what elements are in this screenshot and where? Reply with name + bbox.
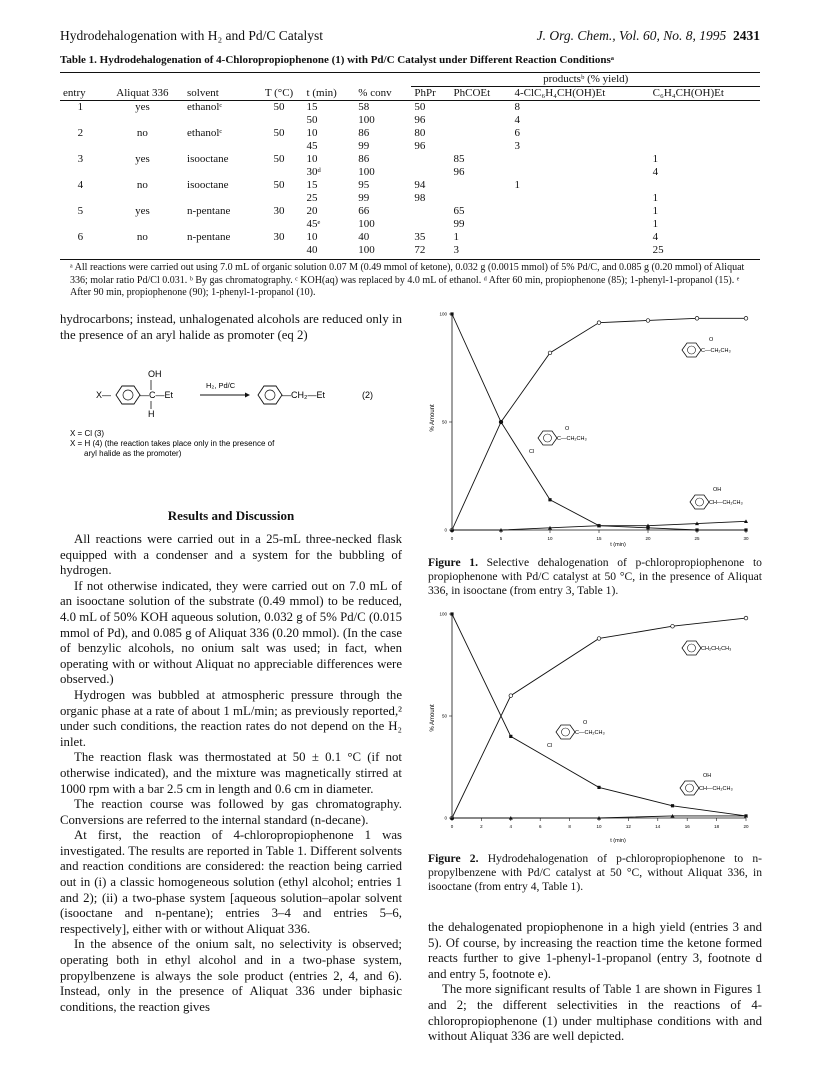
equation-number: (2) bbox=[362, 390, 373, 400]
table-cell bbox=[184, 192, 255, 205]
table-cell: 5 bbox=[77, 205, 84, 217]
table-cell: 25 bbox=[306, 192, 318, 204]
fig2-x-tick-label: 4 bbox=[509, 824, 513, 829]
paragraph-7: In the absence of the onium salt, no selectivity is observed; operating both in ethyl alcohol and in a two-phase system, propylbenzene is always the sole product (entries 2, 4, and 6). Instead, only in the presence of Aliquat 336 under biphasic conditions, the reaction gives bbox=[60, 937, 402, 1014]
eq-note-line-1: X = Cl (3) bbox=[70, 429, 105, 438]
table-body bbox=[60, 101, 760, 260]
benzene-ring-icon bbox=[680, 781, 699, 795]
column-header: PhPr bbox=[411, 87, 450, 101]
products-group-header: productsᵇ (% yield) bbox=[411, 73, 760, 87]
fig2-x-tick-label: 8 bbox=[568, 824, 571, 829]
fig2-y-tick-label: 100 bbox=[439, 611, 447, 617]
table-cell bbox=[650, 140, 760, 153]
fig2-x-tick-label: 2 bbox=[480, 824, 483, 829]
table-cell bbox=[184, 166, 255, 179]
fig2-series-1-point bbox=[597, 637, 601, 641]
table-cell: 72 bbox=[411, 244, 450, 260]
table-cell bbox=[411, 166, 450, 179]
table-cell: 86 bbox=[358, 127, 370, 139]
table-cell bbox=[650, 101, 760, 115]
table-cell bbox=[101, 140, 184, 153]
benzene-ring-icon bbox=[116, 386, 140, 404]
svg-text:C—CH₂CH₃: C—CH₂CH₃ bbox=[701, 348, 731, 354]
table-cell bbox=[184, 140, 255, 153]
table-cell: 96 bbox=[453, 166, 465, 178]
figure-1-caption: Figure 1. Selective dehalogenation of p-chloropropiophenone to propiophenone with Pd/C catalyst at 50 °C, in the presence of Aliquat 336, in isooctane (from entry 3, Table 1). bbox=[428, 556, 762, 597]
table-cell bbox=[511, 192, 649, 205]
table-footnotes: ᵃ All reactions were carried out using 7.0 mL of organic solution 0.07 M (0.49 mmol of ketone), 0.032 g (0.0015 mmol) of 5% Pd/C, and 0.085 g (0.20 mmol) of Aliquat 336; molar ratio Pd/Cl 0.031. ᵇ By gas chromatography. ᶜ KOH(aq) was replaced by 4.0 mL of ethanol. ᵈ After 60 min, propiophenone (85); 1-phenyl-1-propanol (15). ᵉ After 90 min, propiophenone (90); 1-phenyl-1-propanol (10). bbox=[70, 262, 745, 298]
fig2-y-tick-label: 50 bbox=[441, 713, 447, 719]
table-cell: 99 bbox=[453, 218, 465, 230]
table-cell bbox=[650, 114, 760, 127]
svg-text:CH—CH₂CH₃: CH—CH₂CH₃ bbox=[699, 786, 733, 792]
table-cell bbox=[451, 101, 512, 115]
eq-cet-label: —C—Et bbox=[140, 390, 174, 400]
table-cell: 1 bbox=[652, 192, 659, 204]
table-cell: isooctane bbox=[187, 179, 229, 191]
table-cell: 3 bbox=[451, 244, 512, 260]
table-cell: ethanolᶜ bbox=[187, 127, 223, 139]
table-header-row bbox=[60, 87, 760, 101]
table-row bbox=[60, 114, 760, 127]
table-cell bbox=[101, 166, 184, 179]
fig1-y-tick-label: 0 bbox=[444, 527, 447, 533]
table-row bbox=[60, 101, 760, 115]
table-cell: 4 bbox=[514, 114, 520, 126]
intro-paragraph: hydrocarbons; instead, unhalogenated alcohols are reduced only in the presence of an aryl halide as promoter (eq 2) bbox=[60, 312, 402, 342]
table-cell: 99 bbox=[358, 140, 370, 152]
table-row bbox=[60, 140, 760, 153]
results-table bbox=[60, 72, 760, 260]
fig1-series-2-line bbox=[452, 314, 746, 530]
table-cell: 50 bbox=[273, 153, 285, 165]
table-cell: 6 bbox=[77, 231, 84, 243]
table-cell: 95 bbox=[358, 179, 370, 191]
table-cell bbox=[451, 114, 512, 127]
benzene-ring-icon bbox=[690, 495, 709, 509]
table-cell: 30 bbox=[273, 231, 285, 243]
fig1-series-1-point bbox=[744, 317, 748, 321]
fig1-x-tick-label: 20 bbox=[645, 536, 651, 541]
section-heading-wrap bbox=[60, 508, 402, 524]
table-cell: 40 bbox=[304, 244, 356, 260]
table-cell bbox=[101, 114, 184, 127]
table-cell bbox=[511, 205, 649, 218]
table-cell: n-pentane bbox=[187, 205, 231, 217]
table-cell bbox=[451, 127, 512, 140]
svg-text:C—CH₂CH₃: C—CH₂CH₃ bbox=[575, 730, 605, 736]
table-cell bbox=[650, 127, 760, 140]
svg-text:OH: OH bbox=[713, 487, 722, 493]
table-cell: 96 bbox=[414, 114, 426, 126]
fig2-x-tick-label: 16 bbox=[684, 824, 690, 829]
table-row bbox=[60, 244, 760, 260]
fig2-series-1-point bbox=[744, 616, 748, 620]
table-cell: 20 bbox=[306, 205, 318, 217]
table-cell: 98 bbox=[414, 192, 426, 204]
fig1-reactant-structure bbox=[529, 426, 587, 455]
table-row bbox=[60, 192, 760, 205]
table-cell: 50 bbox=[273, 127, 285, 139]
figure-1-chart bbox=[428, 308, 762, 548]
table-cell: yes bbox=[135, 153, 150, 165]
fig1-y-tick-label: 100 bbox=[439, 311, 447, 317]
running-title: Hydrodehalogenation with H₂ and Pd/C Catalyst bbox=[60, 28, 324, 43]
table-cell: 96 bbox=[414, 140, 426, 152]
fig2-product-structure bbox=[682, 641, 731, 655]
table-cell bbox=[184, 114, 255, 127]
table-cell: 45ᵉ bbox=[306, 218, 321, 230]
benzene-ring-icon bbox=[538, 431, 557, 445]
table-cell: 2 bbox=[77, 127, 84, 139]
fig2-x-tick-label: 12 bbox=[625, 824, 631, 829]
table-cell: 50 bbox=[414, 101, 426, 113]
table-group-header-row bbox=[60, 73, 760, 87]
fig2-y-axis-label: % Amount bbox=[430, 704, 436, 732]
eq-oh-label: OH bbox=[148, 369, 162, 379]
column-header: entry bbox=[60, 87, 101, 101]
table-cell bbox=[451, 192, 512, 205]
table-cell bbox=[511, 218, 649, 231]
eq-product-label: —CH₂—Et bbox=[282, 390, 325, 400]
table-cell bbox=[255, 166, 304, 179]
table-cell: 94 bbox=[414, 179, 426, 191]
table-cell: 100 bbox=[355, 244, 411, 260]
svg-text:CH—CH₂CH₃: CH—CH₂CH₃ bbox=[709, 500, 743, 506]
table-cell bbox=[184, 244, 255, 260]
table-cell: 10 bbox=[306, 153, 318, 165]
fig2-series-2-point bbox=[450, 612, 453, 615]
table-cell: 50 bbox=[273, 101, 285, 113]
section-heading: Results and Discussion bbox=[167, 508, 295, 523]
paragraph-4: The reaction flask was thermostated at 50 ± 0.1 °C (if not otherwise indicated), and the mixture was magnetically stirred at 1000 rpm with a bar 2.5 cm in length and 0.6 cm in diameter. bbox=[60, 750, 402, 796]
fig2-x-tick-label: 20 bbox=[743, 824, 749, 829]
figure-2-caption: Figure 2. Hydrodehalogenation of p-chloropropiophenone to n-propylbenzene with Pd/C catalyst at 50 °C, without Aliquat 336, in isooctane (from entry 4, Table 1). bbox=[428, 852, 762, 893]
journal-citation: J. Org. Chem., Vol. 60, No. 8, 1995 2431 bbox=[536, 28, 760, 43]
table-cell bbox=[650, 179, 760, 192]
table-cell: 50 bbox=[306, 114, 318, 126]
table-cell bbox=[60, 166, 101, 179]
fig2-y-tick-label: 0 bbox=[444, 815, 447, 821]
table-cell bbox=[255, 244, 304, 260]
fig2-series-2-point bbox=[509, 735, 512, 738]
table-cell: 1 bbox=[453, 231, 460, 243]
table-cell: 66 bbox=[358, 205, 370, 217]
table-cell bbox=[60, 244, 101, 260]
table-row bbox=[60, 166, 760, 179]
table-cell bbox=[511, 153, 649, 166]
table-cell bbox=[255, 140, 304, 153]
fig2-x-tick-label: 0 bbox=[450, 824, 454, 829]
table-cell: no bbox=[136, 179, 148, 191]
benzene-ring-icon bbox=[682, 641, 701, 655]
eq-x-label: X— bbox=[96, 390, 112, 400]
table-cell bbox=[411, 218, 450, 231]
table-row bbox=[60, 153, 760, 166]
table-cell: 4 bbox=[652, 166, 659, 178]
column-header: C₆H₄CH(OH)Et bbox=[650, 87, 760, 101]
table-cell bbox=[101, 192, 184, 205]
table-cell: 1 bbox=[652, 218, 659, 230]
table-cell: no bbox=[136, 127, 148, 139]
paragraph-5: The reaction course was followed by gas chromatography. Conversions are referred to the internal standard (n-decane). bbox=[60, 797, 402, 827]
fig1-series-2-point bbox=[744, 528, 747, 531]
table-cell: 100 bbox=[358, 218, 375, 230]
table-cell: no bbox=[136, 231, 148, 243]
table-cell: 15 bbox=[306, 101, 318, 113]
table-cell: 40 bbox=[358, 231, 370, 243]
table-cell bbox=[184, 218, 255, 231]
fig2-x-tick-label: 14 bbox=[655, 824, 661, 829]
table-cell: 30ᵈ bbox=[306, 166, 321, 178]
table-cell: n-pentane bbox=[187, 231, 231, 243]
table-cell: 100 bbox=[358, 114, 375, 126]
column-header: T (°C) bbox=[255, 87, 304, 101]
table-cell: 50 bbox=[273, 179, 285, 191]
table-cell: yes bbox=[135, 101, 150, 113]
table-cell bbox=[255, 218, 304, 231]
table-cell: 10 bbox=[306, 231, 318, 243]
column-header: Aliquat 336 bbox=[101, 87, 184, 101]
table-cell: 1 bbox=[514, 179, 520, 191]
fig1-series-2-point bbox=[450, 312, 453, 315]
table-cell: 25 bbox=[650, 244, 760, 260]
table-cell: ethanolᶜ bbox=[187, 101, 223, 113]
eq-note-line-2: X = H (4) (the reaction takes place only in the presence of bbox=[70, 439, 275, 448]
table-cell: isooctane bbox=[187, 153, 229, 165]
table-cell: 15 bbox=[306, 179, 318, 191]
benzene-ring-icon bbox=[682, 343, 701, 357]
eq-reagent-label: H₂, Pd/C bbox=[206, 381, 236, 390]
right-column-body bbox=[428, 920, 762, 1045]
fig2-x-axis-label: t (min) bbox=[610, 838, 626, 844]
paragraph-3: Hydrogen was bubbled at atmospheric pressure through the organic phase at a rate of about 1 mL/min; as previously reported,² under such conditions, the reaction rates do not depend on the H₂ inlet. bbox=[60, 687, 402, 749]
table-cell: 4 bbox=[77, 179, 84, 191]
fig2-x-tick-label: 6 bbox=[538, 824, 542, 829]
page-number: 2431 bbox=[733, 28, 760, 43]
paragraph-2: If not otherwise indicated, they were carried out on 7.0 mL of an isooctane solution of the substrate (0.49 mmol) to be reduced, 4.0 mL of 50% KOH aqueous solution, 0.032 g of 5% Pd/C (0.015 mmol of Pd), and 0.085 g of Aliquat 336 (0.20 mmol). (In the case of benzylic alcohols, no onium salt was used; in fact, when operating with or without Aliquat no appreciable differences were observed.) bbox=[60, 578, 402, 687]
table-cell bbox=[511, 244, 649, 260]
table-cell bbox=[60, 114, 101, 127]
table-cell bbox=[60, 218, 101, 231]
paragraph-1: All reactions were carried out in a 25-mL three-necked flask equipped with a condenser and a system for the bubbling of hydrogen. bbox=[60, 532, 402, 578]
table-cell: 86 bbox=[358, 153, 370, 165]
table-cell: 1 bbox=[652, 205, 659, 217]
column-header: t (min) bbox=[304, 87, 356, 101]
fig1-series-1-point bbox=[695, 317, 699, 321]
eq-note-line-3: aryl halide as the promoter) bbox=[84, 449, 182, 458]
fig1-alcohol-structure bbox=[690, 487, 743, 509]
table-caption: Table 1. Hydrodehalogenation of 4-Chloropropiophenone (1) with Pd/C Catalyst under Different Reaction Conditionsᵃ bbox=[60, 54, 614, 66]
table-row bbox=[60, 231, 760, 244]
svg-text:Cl: Cl bbox=[547, 743, 553, 749]
fig1-y-tick-label: 50 bbox=[441, 419, 447, 425]
svg-text:O: O bbox=[583, 720, 588, 726]
fig1-x-tick-label: 15 bbox=[596, 536, 602, 541]
column-header: 4-ClC₆H₄CH(OH)Et bbox=[511, 87, 649, 101]
table-row bbox=[60, 218, 760, 231]
table-cell bbox=[60, 140, 101, 153]
figure-2-chart bbox=[428, 608, 762, 844]
column-header: solvent bbox=[184, 87, 255, 101]
table-cell: 100 bbox=[358, 166, 375, 178]
fig2-reactant-structure bbox=[547, 720, 605, 749]
eq-h-label: H bbox=[148, 409, 155, 419]
fig1-series-2-point bbox=[548, 498, 551, 501]
fig2-alcohol-structure bbox=[680, 773, 733, 795]
table-cell bbox=[101, 244, 184, 260]
fig2-series-1-point bbox=[671, 624, 675, 628]
table-row bbox=[60, 179, 760, 192]
svg-text:OH: OH bbox=[703, 773, 712, 779]
table-cell bbox=[451, 140, 512, 153]
table-row bbox=[60, 127, 760, 140]
svg-text:Cl: Cl bbox=[529, 449, 535, 455]
table-cell bbox=[451, 179, 512, 192]
table-cell: 10 bbox=[306, 127, 318, 139]
paragraph-6: At first, the reaction of 4-chloropropiophenone 1 was investigated. The results are reported in Table 1. Different solvents and reaction conditions are considered: the reaction being carried out in (i) a classic homogeneous solution (ethyl alcohol; entries 1 and 2); (ii) a two-phase system [aqueous solution–apolar solvent (isooctane and n-pentane); entries 3–4 and entries 5–6, respectively], either with or without Aliquat 336. bbox=[60, 828, 402, 936]
svg-text:C—CH₂CH₃: C—CH₂CH₃ bbox=[557, 436, 587, 442]
fig1-x-tick-label: 30 bbox=[743, 536, 749, 541]
running-header bbox=[60, 28, 760, 48]
fig1-series-2-point bbox=[695, 528, 698, 531]
paragraph-9: The more significant results of Table 1 are shown in Figures 1 and 2; the different selectivities in the reactions of 4-chloropropiophenone (1) under multiphase conditions with and without Aliquat 336 are well depicted. bbox=[428, 982, 762, 1044]
fig2-series-1-point bbox=[509, 694, 513, 698]
table-cell: 45 bbox=[306, 140, 318, 152]
column-header: PhCOEt bbox=[451, 87, 512, 101]
fig1-x-tick-label: 5 bbox=[499, 536, 503, 541]
table-cell: 3 bbox=[77, 153, 84, 165]
equation-2 bbox=[60, 364, 402, 476]
table-cell: yes bbox=[135, 205, 150, 217]
svg-text:O: O bbox=[709, 337, 714, 343]
fig1-series-1-point bbox=[548, 351, 552, 355]
table-cell bbox=[411, 153, 450, 166]
table-cell: 6 bbox=[514, 127, 520, 139]
table-cell bbox=[411, 205, 450, 218]
svg-text:O: O bbox=[565, 426, 570, 432]
table-cell: 8 bbox=[514, 101, 520, 113]
paragraph-8: the dehalogenated propiophenone in a high yield (entries 3 and 5). Of course, by increasing the reaction time the ketone formed reacts further to give 1-phenyl-1-propanol (entry 3, footnote d and entry 5, footnote e). bbox=[428, 920, 762, 981]
fig1-y-axis-label: % Amount bbox=[430, 404, 436, 432]
table-cell: 1 bbox=[652, 153, 659, 165]
table-cell: 99 bbox=[358, 192, 370, 204]
fig1-product-structure bbox=[682, 337, 731, 357]
left-column-body bbox=[60, 532, 402, 1015]
table-cell: 1 bbox=[77, 101, 84, 113]
table-cell: 58 bbox=[358, 101, 370, 113]
table-cell bbox=[511, 231, 649, 244]
table-cell: 3 bbox=[514, 140, 520, 152]
fig1-series-1-point bbox=[597, 321, 601, 325]
fig1-x-tick-label: 0 bbox=[450, 536, 454, 541]
fig1-x-tick-label: 25 bbox=[694, 536, 700, 541]
table-cell: 65 bbox=[453, 205, 465, 217]
fig2-x-tick-label: 10 bbox=[596, 824, 602, 829]
svg-text:CH₂CH₂CH₃: CH₂CH₂CH₃ bbox=[701, 646, 732, 652]
fig2-series-2-point bbox=[671, 804, 674, 807]
table-cell: 35 bbox=[414, 231, 426, 243]
fig1-series-1-point bbox=[646, 319, 650, 323]
fig1-x-axis-label: t (min) bbox=[610, 542, 626, 548]
table-cell bbox=[255, 114, 304, 127]
fig2-series-2-point bbox=[597, 786, 600, 789]
table-cell bbox=[60, 192, 101, 205]
fig1-x-tick-label: 10 bbox=[547, 536, 553, 541]
table-row bbox=[60, 205, 760, 218]
fig1-series-2-point bbox=[499, 420, 502, 423]
table-cell: 80 bbox=[414, 127, 426, 139]
table-cell bbox=[101, 218, 184, 231]
benzene-ring-icon bbox=[258, 386, 282, 404]
column-header: % conv bbox=[355, 87, 411, 101]
table-cell: 4 bbox=[652, 231, 659, 243]
benzene-ring-icon bbox=[556, 725, 575, 739]
table-cell: 85 bbox=[453, 153, 465, 165]
table-cell: 30 bbox=[273, 205, 285, 217]
table-cell bbox=[255, 192, 304, 205]
table-cell bbox=[511, 166, 649, 179]
fig2-x-tick-label: 18 bbox=[714, 824, 720, 829]
